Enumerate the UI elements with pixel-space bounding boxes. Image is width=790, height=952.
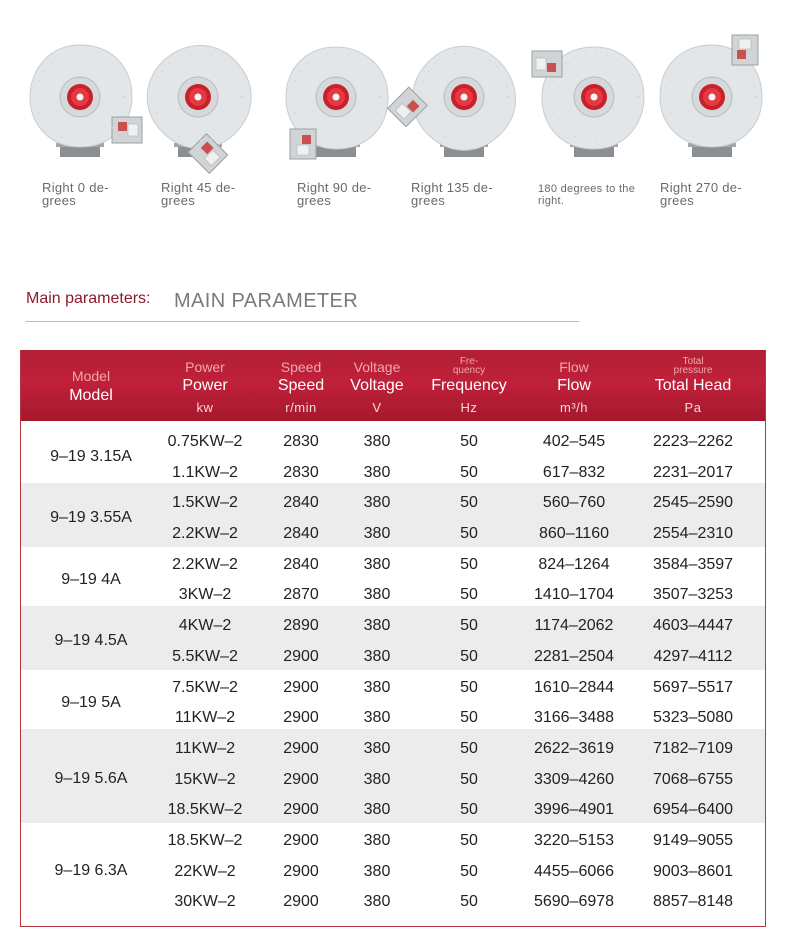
speed-cell: 2900 (283, 832, 319, 850)
total-head-cell: 2554–2310 (652, 525, 734, 543)
column-header-unit: r/min (285, 400, 317, 415)
power-cell: 18.5KW–2 (167, 832, 243, 850)
flow-cell: 824–1264 (538, 555, 610, 573)
model-cell: 9–19 5A (61, 693, 121, 711)
column-header-label: Model (69, 387, 113, 404)
frequency-cell: 50 (460, 832, 478, 850)
column-header-secondary: Power (185, 359, 225, 375)
power-cell: 11KW–2 (174, 740, 236, 757)
flow-cell: 2622–3619 (533, 740, 615, 757)
flow-cell: 1174–2062 (534, 617, 614, 635)
voltage-cell: 380 (363, 801, 391, 819)
total-head-cell: 6954–6400 (652, 801, 734, 819)
power-cell: 4KW–2 (178, 617, 232, 635)
table-header (21, 350, 765, 421)
power-cell: 2.2KW–2 (172, 525, 238, 543)
total-head-cell: 2545–2590 (652, 494, 734, 512)
fan-image (20, 0, 140, 175)
table-row (21, 856, 765, 887)
voltage-cell: 380 (363, 463, 391, 481)
table-row (21, 733, 765, 764)
column-header-label: Voltage (350, 377, 404, 394)
table-row (21, 825, 765, 856)
model-cell: 9–19 4.5A (54, 632, 128, 650)
centrifugal-fan-illustration (652, 25, 772, 165)
model-cell: 9–19 5.6A (54, 770, 128, 787)
section-label: Main parameters: (26, 290, 151, 307)
model-group (21, 545, 765, 608)
speed-cell: 2840 (283, 555, 319, 573)
total-head-cell: 8857–8148 (652, 893, 734, 911)
column-header-unit: m³/h (560, 400, 588, 415)
centrifugal-fan-illustration (404, 25, 524, 165)
model-cell: 9–19 6.3A (54, 862, 128, 880)
total-head-cell: 9149–9055 (652, 832, 734, 850)
fan-orientation-caption: Right 270 de- grees (660, 180, 742, 208)
flow-cell: 402–545 (542, 433, 606, 450)
total-head-cell: 7182–7109 (652, 740, 734, 757)
voltage-cell: 380 (363, 832, 391, 850)
flow-cell: 1410–1704 (533, 586, 615, 604)
total-head-cell: 3584–3597 (652, 555, 734, 573)
table-row (21, 549, 765, 580)
table-row (21, 886, 765, 917)
table-row (21, 764, 765, 795)
centrifugal-fan-illustration (20, 25, 140, 165)
parameter-table (20, 350, 766, 927)
speed-cell: 2870 (283, 586, 319, 604)
column-header-total-head (629, 350, 757, 421)
frequency-cell: 50 (460, 586, 478, 604)
voltage-cell: 380 (363, 709, 391, 727)
fan-orientation-caption: Right 90 de- grees (297, 180, 372, 208)
table-row (21, 487, 765, 518)
total-head-cell: 5323–5080 (652, 709, 734, 727)
flow-cell: 5690–6978 (533, 893, 615, 911)
column-header-unit: V (372, 400, 382, 415)
speed-cell: 2900 (283, 801, 319, 819)
model-group (21, 668, 765, 731)
voltage-cell: 380 (363, 862, 391, 880)
speed-cell: 2900 (283, 770, 319, 788)
voltage-cell: 380 (363, 647, 391, 665)
model-cell: 9–19 3.15A (50, 448, 132, 465)
column-header-frequency (419, 350, 519, 421)
speed-cell: 2900 (283, 647, 319, 665)
column-header-unit: kw (196, 400, 214, 415)
total-head-cell: 9003–8601 (652, 862, 734, 880)
model-cell: 9–19 3.55A (50, 509, 132, 527)
section-divider (26, 321, 579, 322)
centrifugal-fan-illustration (138, 25, 258, 165)
speed-cell: 2900 (283, 740, 319, 757)
voltage-cell: 380 (363, 678, 391, 696)
frequency-cell: 50 (460, 893, 478, 911)
speed-cell: 2900 (283, 862, 319, 880)
total-head-cell: 4297–4112 (653, 647, 733, 665)
speed-cell: 2900 (283, 678, 319, 696)
column-header-label: Power (182, 377, 228, 394)
flow-cell: 4455–6066 (533, 862, 615, 880)
column-header-secondary: Total pressure (673, 356, 713, 376)
model-group (21, 422, 765, 485)
fan-image (534, 0, 654, 175)
voltage-cell: 380 (363, 740, 391, 757)
speed-cell: 2840 (283, 494, 319, 512)
frequency-cell: 50 (460, 525, 478, 543)
voltage-cell: 380 (363, 494, 391, 512)
voltage-cell: 380 (363, 433, 391, 450)
model-group (21, 606, 765, 669)
flow-cell: 3166–3488 (533, 709, 615, 727)
column-header-speed (249, 350, 353, 421)
table-row (21, 672, 765, 703)
speed-cell: 2900 (283, 893, 319, 911)
power-cell: 15KW–2 (174, 770, 236, 788)
column-header-label: Frequency (431, 377, 507, 394)
section-title: MAIN PARAMETER (174, 290, 359, 312)
flow-cell: 860–1160 (539, 525, 609, 543)
power-cell: 2.2KW–2 (172, 555, 238, 573)
column-header-unit: Hz (460, 400, 478, 415)
voltage-cell: 380 (363, 617, 391, 635)
frequency-cell: 50 (460, 740, 478, 757)
fan-orientation-caption: Right 135 de- grees (411, 180, 493, 208)
total-head-cell: 7068–6755 (652, 770, 734, 788)
voltage-cell: 380 (363, 525, 391, 543)
frequency-cell: 50 (460, 678, 478, 696)
fan-orientation-caption: Right 45 de- grees (161, 180, 236, 208)
frequency-cell: 50 (460, 617, 478, 635)
power-cell: 3KW–2 (178, 586, 232, 604)
speed-cell: 2890 (283, 617, 319, 635)
speed-cell: 2830 (283, 433, 319, 450)
power-cell: 7.5KW–2 (172, 678, 238, 696)
column-header-power (161, 350, 249, 421)
power-cell: 5.5KW–2 (172, 647, 238, 665)
centrifugal-fan-illustration (534, 25, 654, 165)
column-header-label: Flow (557, 377, 591, 394)
column-header-secondary: Fre- quency (452, 356, 486, 376)
power-cell: 0.75KW–2 (167, 433, 243, 450)
flow-cell: 617–832 (542, 463, 606, 481)
column-header-secondary: Flow (559, 359, 589, 375)
fan-image (652, 0, 772, 175)
column-header-unit: Pa (684, 400, 702, 415)
column-header-secondary: Voltage (353, 359, 401, 375)
power-cell: 1.5KW–2 (172, 494, 238, 512)
frequency-cell: 50 (460, 494, 478, 512)
frequency-cell: 50 (460, 709, 478, 727)
flow-cell: 1610–2844 (533, 678, 615, 696)
flow-cell: 2281–2504 (533, 647, 615, 665)
frequency-cell: 50 (460, 555, 478, 573)
power-cell: 1.1KW–2 (172, 463, 238, 481)
power-cell: 11KW–2 (174, 709, 236, 727)
column-header-voltage (339, 350, 415, 421)
flow-cell: 3996–4901 (533, 801, 615, 819)
model-group (21, 729, 765, 823)
voltage-cell: 380 (363, 586, 391, 604)
speed-cell: 2840 (283, 525, 319, 543)
column-header-secondary: Speed (280, 359, 322, 375)
table-row (21, 426, 765, 457)
table-row (21, 610, 765, 641)
flow-cell: 560–760 (542, 494, 606, 512)
centrifugal-fan-illustration (276, 25, 396, 165)
power-cell: 22KW–2 (174, 862, 236, 880)
fan-image (404, 0, 524, 175)
frequency-cell: 50 (460, 433, 478, 450)
power-cell: 18.5KW–2 (167, 801, 243, 819)
column-header-flow (519, 350, 629, 421)
column-header-label: Total Head (654, 377, 732, 394)
flow-cell: 3220–5153 (533, 832, 615, 850)
frequency-cell: 50 (460, 770, 478, 788)
fan-orientation-caption: Right 0 de- grees (42, 180, 109, 208)
frequency-cell: 50 (460, 647, 478, 665)
total-head-cell: 2223–2262 (652, 433, 734, 450)
speed-cell: 2830 (283, 463, 319, 481)
fan-orientation-caption: 180 degrees to the right. (538, 183, 636, 207)
column-header-label: Speed (277, 377, 325, 394)
model-cell: 9–19 4A (61, 570, 121, 588)
frequency-cell: 50 (460, 862, 478, 880)
total-head-cell: 3507–3253 (652, 586, 734, 604)
frequency-cell: 50 (460, 801, 478, 819)
total-head-cell: 4603–4447 (652, 617, 734, 635)
model-group (21, 821, 765, 913)
flow-cell: 3309–4260 (533, 770, 615, 788)
fan-image (276, 0, 396, 175)
voltage-cell: 380 (363, 770, 391, 788)
total-head-cell: 5697–5517 (652, 678, 734, 696)
voltage-cell: 380 (363, 893, 391, 911)
column-header-model (21, 350, 161, 421)
total-head-cell: 2231–2017 (652, 463, 734, 481)
frequency-cell: 50 (460, 463, 478, 481)
power-cell: 30KW–2 (174, 893, 236, 911)
voltage-cell: 380 (363, 555, 391, 573)
speed-cell: 2900 (283, 709, 319, 727)
column-header-secondary: Model (71, 368, 111, 384)
fan-image (138, 0, 258, 175)
model-group (21, 483, 765, 546)
